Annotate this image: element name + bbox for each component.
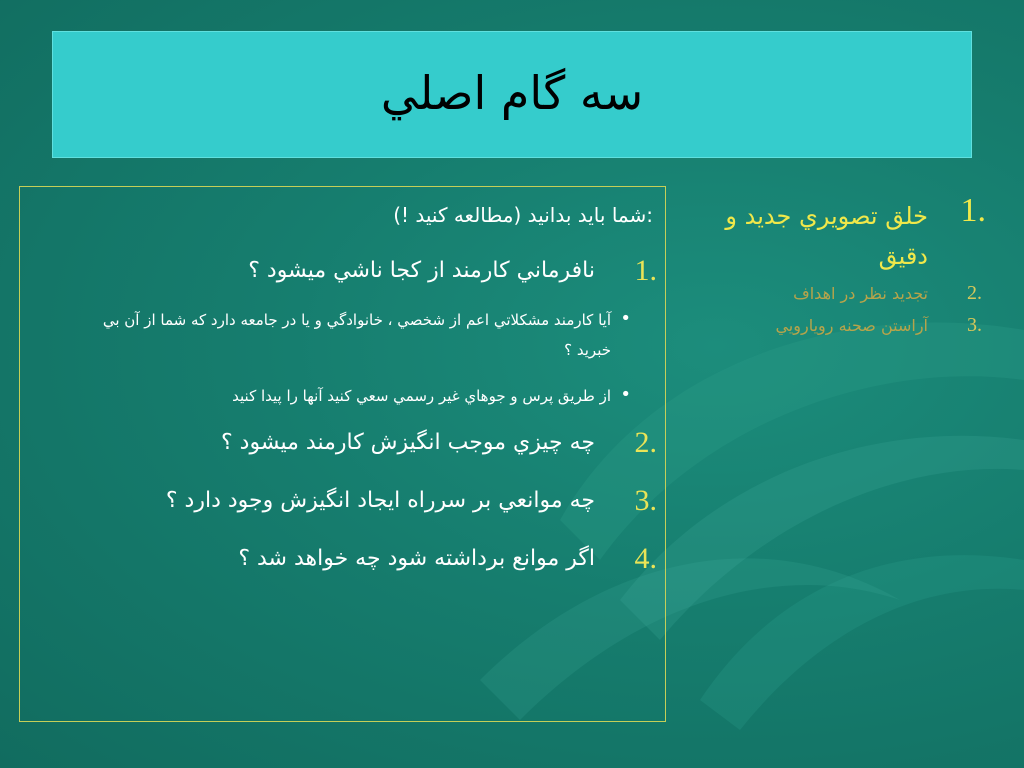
- bullet-item-2: [91, 381, 631, 411]
- bullet-dot: •: [620, 384, 631, 405]
- step-text: خلق تصويري جديد و دقيق: [725, 202, 928, 270]
- step-text: آراستن صحنه رويارويي: [775, 316, 928, 335]
- steps-list: [672, 190, 992, 340]
- question-number: 2.: [634, 426, 657, 459]
- step-item-2: [672, 280, 992, 308]
- step-number: 1.: [960, 192, 986, 229]
- step-text: تجديد نظر در اهداف: [793, 284, 928, 303]
- step-number: 2.: [967, 282, 982, 304]
- bullet-text: از طريق پرس و جوهاي غير رسمي سعي كنيد آنها را پيدا كنيد: [232, 387, 611, 405]
- bullet-text: آيا كارمند مشكلاتي اعم از شخصي ، خانوادگي و يا در جامعه دارد كه شما از آن بي خبريد ؟: [102, 311, 611, 359]
- step-item-3: [672, 312, 992, 340]
- slide-title: سه گام اصلي: [380, 65, 644, 120]
- bullet-dot: •: [620, 308, 631, 329]
- question-number: 3.: [634, 484, 657, 517]
- question-number: 4.: [634, 542, 657, 575]
- question-text: اگر موانع برداشته شود چه خواهد شد ؟: [238, 546, 595, 571]
- question-text: چه موانعي بر سرراه ايجاد انگيزش وجود دارد ؟: [165, 488, 595, 513]
- step-number: 3.: [967, 314, 982, 336]
- content-intro: شما بايد بدانيد (مطالعه كنيد !):: [393, 203, 653, 227]
- question-number: 1.: [634, 254, 657, 287]
- content-box: [19, 186, 666, 722]
- step-item-1: [672, 190, 992, 276]
- question-text: چه چيزي موجب انگيزش كارمند ميشود ؟: [221, 430, 595, 455]
- bullet-item-1: [91, 305, 631, 365]
- title-box: [52, 31, 972, 158]
- question-text: نافرماني كارمند از كجا ناشي ميشود ؟: [248, 258, 595, 283]
